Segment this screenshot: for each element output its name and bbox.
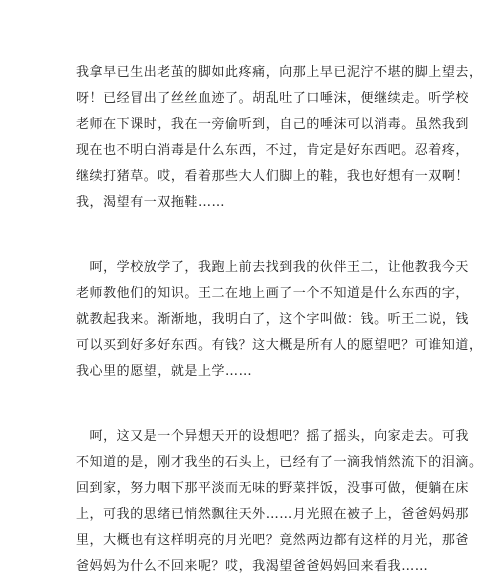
text-line: 老师教他们的知识。王二在地上画了一个不知道是什么东西的字，	[76, 286, 469, 301]
paragraph-2	[76, 255, 483, 385]
paragraph-gap	[76, 385, 424, 424]
text-line: 呀！已经冒出了丝丝血迹了。胡乱吐了口唾沫，便继续走。听学校	[76, 91, 469, 106]
text-line: 我拿早已生出老茧的脚如此疼痛，向那上早已泥泞不堪的脚上望去，	[76, 65, 483, 80]
text-line: 现在也不明白消毒是什么东西，不过，肯定是好东西吧。忍着疼，	[76, 143, 469, 158]
text-line: 呵，这又是一个异想天开的设想吧？摇了摇头，向家走去。可我	[76, 429, 469, 444]
text-line: 我心里的愿望，就是上学……	[76, 364, 253, 379]
text-line: 不知道的是，刚才我坐的石头上，已经有了一滴我悄然流下的泪滴。	[76, 455, 483, 470]
text-line: 里，大概也有这样明亮的月光吧？竟然两边都有这样的月光，那爸	[76, 533, 469, 548]
text-line: 老师在下课时，我在一旁偷听到，自己的唾沫可以消毒。虽然我到	[76, 117, 469, 132]
text-line: 爸妈妈为什么不回来呢？哎，我渴望爸爸妈妈回来看我……	[76, 559, 429, 574]
text-line: 呵，学校放学了，我跑上前去找到我的伙伴王二，让他教我今天	[76, 260, 469, 275]
text-line: 可以买到好多好东西。有钱？这大概是所有人的愿望吧？可谁知道，	[76, 338, 483, 353]
text-line: 继续打猪草。哎，看着那些大人们脚上的鞋，我也好想有一双啊！	[76, 169, 469, 184]
text-line: 上，可我的思绪已悄然飘往天外……月光照在被子上，爸爸妈妈那	[76, 507, 469, 522]
paragraph-gap	[76, 216, 424, 255]
text-line: 就教起我来。渐渐地，我明白了，这个字叫做：钱。听王二说，钱	[76, 312, 469, 327]
paragraph-1	[76, 60, 483, 216]
text-line: 回到家，努力咽下那平淡而无味的野菜拌饭，没事可做，便躺在床	[76, 481, 469, 496]
text-line: 我，渴望有一双拖鞋……	[76, 195, 226, 210]
paragraph-3	[76, 424, 483, 580]
